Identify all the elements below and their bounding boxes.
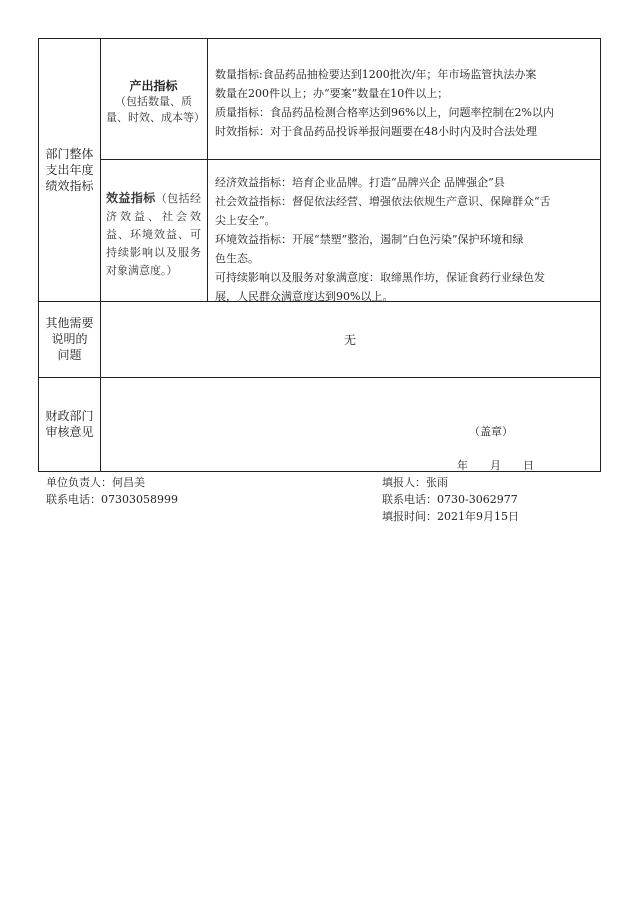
filler-label: 填报人：: [382, 476, 426, 489]
output-line: 时效指标：对于食品药品投诉举报问题要在48小时内及时合法处理: [215, 125, 537, 138]
unit-head-value: 何昌美: [112, 476, 145, 489]
unit-phone-value: 07303058999: [101, 493, 178, 506]
performance-table: [38, 38, 601, 472]
output-indicator-cell: [100, 39, 207, 159]
benefit-line: 可持续影响以及服务对象满意度：取缔黑作坊，保证食药行业绿色发: [215, 271, 545, 284]
benefit-line: 社会效益指标：督促依法经营、增强依法依规生产意识、保障群众“舌: [215, 195, 551, 208]
output-line: 数量指标:食品药品抽检要达到1200批次/年；年市场监管执法办案: [215, 68, 537, 81]
unit-head-label: 单位负责人：: [46, 476, 112, 489]
unit-phone-label: 联系电话：: [46, 493, 101, 506]
benefit-indicator-cell: [100, 159, 207, 301]
benefit-line: 色生态。: [215, 252, 259, 265]
row-divider-3: [39, 377, 600, 378]
filler: [382, 474, 448, 492]
other-issues-value: 无: [343, 332, 356, 347]
output-line: 数量在200件以上；办“要案”数量在10件以上；: [215, 87, 449, 100]
other-issues-label-cell: [39, 301, 100, 377]
other-issues-label: 其他需要 说明的 问题: [45, 316, 94, 362]
section-label-cell: [39, 39, 100, 301]
fill-time: [382, 508, 519, 526]
benefit-indicator-content: [215, 173, 599, 306]
other-issues-value-cell: [100, 301, 600, 377]
finance-review-label-cell: [39, 377, 100, 471]
section-label: 部门整体 支出年度 绩效指标: [45, 147, 94, 193]
benefit-line: 经济效益指标：培育企业品牌。打造“品牌兴企 品牌强企”县: [215, 176, 505, 189]
filler-phone: [382, 491, 518, 509]
output-indicator-subtitle: （包括数量、质量、时效、成本等）: [106, 95, 205, 124]
benefit-line: 尖上安全”。: [215, 214, 276, 227]
benefit-line: 展，人民群众满意度达到90%以上。: [215, 290, 394, 303]
output-indicator-content: [215, 65, 599, 141]
benefit-indicator-subtitle-a: （包括经: [155, 192, 201, 205]
output-line: 质量指标：食品药品检测合格率达到96%以上，问题率控制在2%以内: [215, 106, 554, 119]
filler-phone-value: 0730-3062977: [437, 493, 518, 506]
benefit-indicator-title: 效益指标: [106, 191, 156, 205]
col-divider-2: [207, 39, 208, 301]
output-indicator-title: 产出指标: [129, 79, 178, 93]
benefit-line: 环境效益指标：开展“禁塑”整治，遏制“白色污染”保护环境和绿: [215, 233, 524, 246]
benefit-indicator-subtitle-b: 济效益、社会效益、环境效益、可持续影响以及服务对象满意度。）: [106, 210, 201, 277]
fill-time-label: 填报时间：: [382, 510, 437, 523]
filler-value: 张雨: [426, 476, 448, 489]
finance-review-label: 财政部门 审核意见: [45, 409, 94, 439]
filler-phone-label: 联系电话：: [382, 493, 437, 506]
fill-time-value: 2021年9月15日: [437, 510, 519, 523]
unit-head: [46, 474, 145, 492]
unit-phone: [46, 491, 178, 509]
seal-text: （盖章）: [469, 425, 513, 438]
date-placeholder: 年 月 日: [457, 459, 534, 472]
